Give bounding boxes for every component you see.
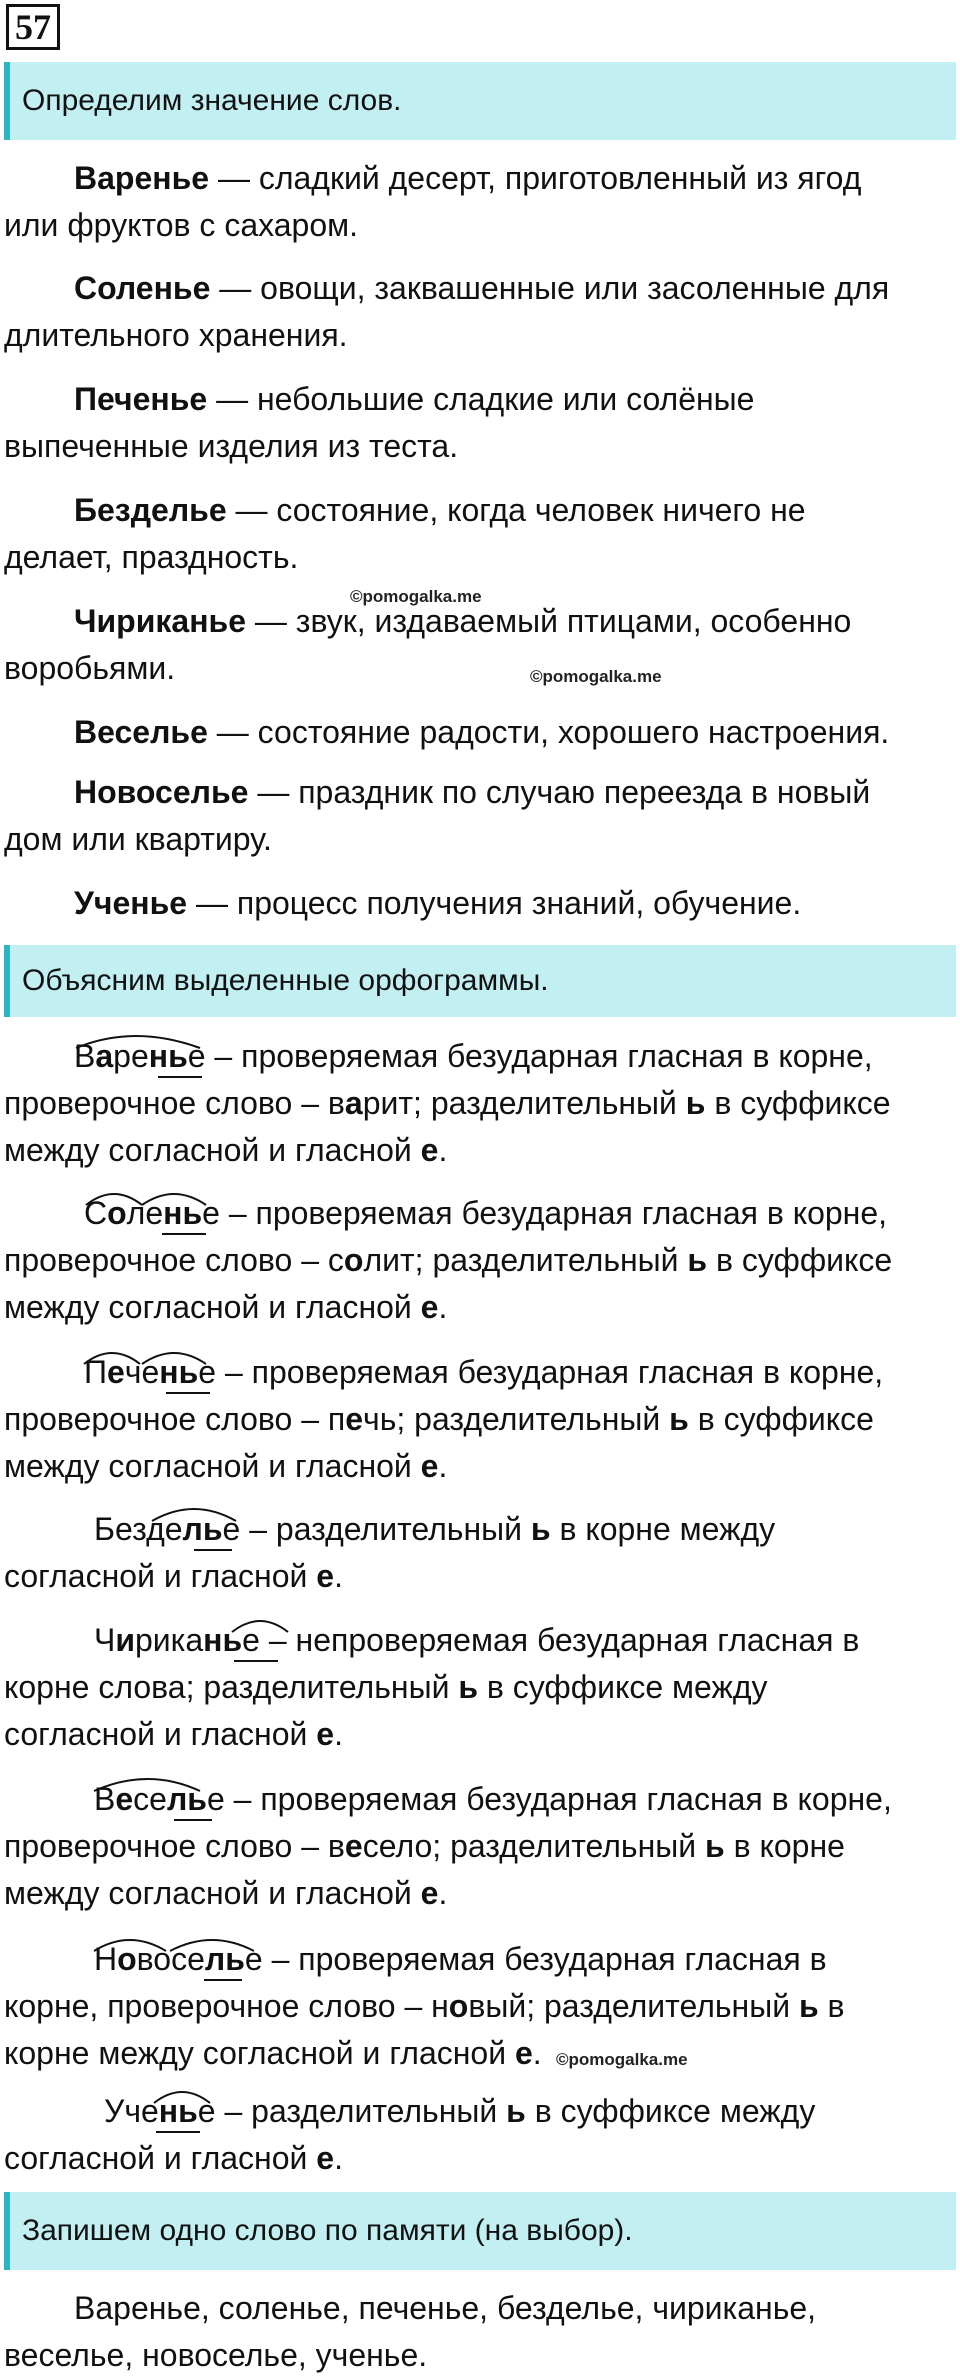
definition-pechenie bbox=[4, 376, 934, 470]
definition-chirikanie bbox=[4, 598, 934, 692]
watermark: ©pomogalka.me bbox=[530, 667, 662, 686]
definition-word: Ученье bbox=[74, 885, 188, 921]
definition-word: Соленье bbox=[74, 270, 211, 306]
definition-text: — процесс получения знаний, обучение. bbox=[187, 885, 802, 921]
orthogram-solenie: Соленье – проверяемая безударная гласная в корне, проверочное слово – солит; разделительный ь в суффиксе между согласной и гласной е. bbox=[4, 1195, 893, 1325]
check-vowel: о bbox=[343, 1242, 364, 1278]
section-title: Определим значение слов. bbox=[22, 84, 402, 117]
definition-word: Новоселье bbox=[74, 774, 249, 810]
stressless-vowel: е bbox=[115, 1781, 134, 1817]
soft-sign-letters: ль bbox=[182, 1511, 223, 1547]
definition-text: — небольшие сладкие или солёные bbox=[207, 381, 755, 417]
soft-sign-letters: ль bbox=[166, 1781, 207, 1817]
memory-text: Варенье, соленье, печенье, безделье, чириканье, веселье, новоселье, ученье. bbox=[4, 2290, 817, 2373]
definition-text: выпеченные изделия из теста. bbox=[4, 428, 459, 464]
definition-word: Чириканье bbox=[74, 603, 246, 639]
definition-word: Веселье bbox=[74, 714, 208, 750]
orthogram-uchenie: Ученье – разделительный ь в суффиксе между согласной и гласной е. bbox=[4, 2093, 816, 2176]
definition-text: — сладкий десерт, приготовленный из ягод bbox=[209, 160, 862, 196]
soft-sign-letters: нь bbox=[148, 1038, 188, 1074]
orthogram-vesel: Веселье – проверяемая безударная гласная в корне, проверочное слово – весело; разделительный ь в корне между согласной и гласной е. bbox=[4, 1781, 892, 1911]
section-banner-memory bbox=[4, 2192, 956, 2270]
definition-uchenie bbox=[4, 880, 934, 927]
definition-text: — овощи, заквашенные или засоленные для bbox=[210, 270, 890, 306]
stressless-vowel: а bbox=[95, 1038, 114, 1074]
section-title: Запишем одно слово по памяти (на выбор). bbox=[22, 2214, 633, 2247]
definition-text: воробьями. bbox=[4, 650, 176, 686]
definition-text: — праздник по случаю переезда в новый bbox=[248, 774, 871, 810]
definition-text: делает, праздность. bbox=[4, 539, 299, 575]
watermark: ©pomogalka.me bbox=[350, 587, 482, 606]
orthogram-bezdelie: Безделье – разделительный ь в корне между согласной и гласной е. bbox=[4, 1511, 776, 1594]
soft-sign-letters: ль bbox=[204, 1941, 245, 1977]
orthogram-novosel: Новоселье – проверяемая безударная гласная в корне, проверочное слово – новый; разделительный ь в корне между согласной и гласной е. bbox=[4, 1941, 845, 2071]
definition-word: Безделье bbox=[74, 492, 227, 528]
definition-word: Варенье bbox=[74, 160, 210, 196]
soft-sign-letters: нь bbox=[158, 2093, 198, 2129]
stressless-vowel: о bbox=[107, 1195, 127, 1231]
check-vowel: о bbox=[448, 1988, 469, 2024]
definition-text: — состояние радости, хорошего настроения. bbox=[207, 714, 890, 750]
section-banner-orthograms bbox=[4, 945, 956, 1017]
section-banner-meanings bbox=[4, 62, 956, 140]
definition-text: — состояние, когда человек ничего не bbox=[226, 492, 806, 528]
stressless-vowel: е bbox=[107, 1354, 125, 1390]
orthogram-chirikanie: Чириканье – непроверяемая безударная гласная в корне слова; разделительный ь в суффиксе между согласной и гласной е. bbox=[4, 1622, 860, 1752]
definition-solenie bbox=[4, 265, 934, 359]
soft-sign-letters: нь bbox=[159, 1354, 199, 1390]
task-number: 57 bbox=[6, 4, 60, 50]
definition-word: Печенье bbox=[74, 381, 208, 417]
orthogram-pechenie: Печенье – проверяемая безударная гласная в корне, проверочное слово – печь; разделительный ь в суффиксе между согласной и гласной е. bbox=[4, 1354, 884, 1484]
definition-text: дом или квартиру. bbox=[4, 821, 272, 857]
definition-bezdelie bbox=[4, 487, 934, 581]
definition-novosel bbox=[4, 769, 934, 863]
definition-varenie bbox=[4, 155, 934, 249]
check-vowel: е bbox=[344, 1828, 363, 1864]
section-title: Объясним выделенные орфограммы. bbox=[22, 964, 549, 997]
soft-sign-letters: нь bbox=[163, 1195, 203, 1231]
watermark: ©pomogalka.me bbox=[556, 2050, 688, 2069]
soft-sign-letters: нь bbox=[203, 1622, 243, 1658]
definition-text: или фруктов с сахаром. bbox=[4, 207, 359, 243]
stressless-vowel: и bbox=[115, 1622, 135, 1658]
orthogram-varenie: Варенье – проверяемая безударная гласная в корне, проверочное слово – варит; разделительный ь в суффиксе между согласной и гласной е. bbox=[4, 1038, 891, 1168]
definition-text: — звук, издаваемый птицами, особенно bbox=[245, 603, 852, 639]
definition-text: длительного хранения. bbox=[4, 317, 348, 353]
check-vowel: а bbox=[344, 1085, 363, 1121]
definition-vesel bbox=[4, 709, 934, 756]
stressless-vowel: о bbox=[117, 1941, 137, 1977]
check-vowel: е bbox=[345, 1401, 364, 1437]
